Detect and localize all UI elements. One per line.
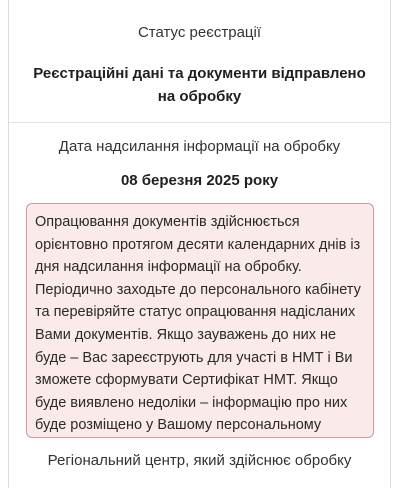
processing-notice: Опрацювання документів здійснюється орієнтовно протягом десяти календарних днів із дня надсилання інформації на обробку. Періодично заходьте до персонального кабінету та перевіряйте статус опрацювання надісланих Вами документів. Якщо зауважень до них не буде – Вас зареєструють для участі в НМТ і Ви зможете сформувати Сертифікат НМТ. Якщо буде виявлено недоліки – інформацію про них буде розміщено у Вашому персональному bbox=[26, 203, 374, 438]
regional-center-label: Регіональний центр, який здійснює обробку bbox=[47, 452, 352, 469]
status-section bbox=[9, 0, 390, 123]
status-label: Статус реєстрації bbox=[137, 24, 262, 41]
submission-date-value: 08 березня 2025 року bbox=[120, 172, 279, 189]
registration-status-card bbox=[8, 0, 391, 488]
status-value: Реєстраційні дані та документи відправлено на обробку bbox=[33, 65, 366, 105]
submission-date-label: Дата надсилання інформації на обробку bbox=[58, 138, 341, 155]
